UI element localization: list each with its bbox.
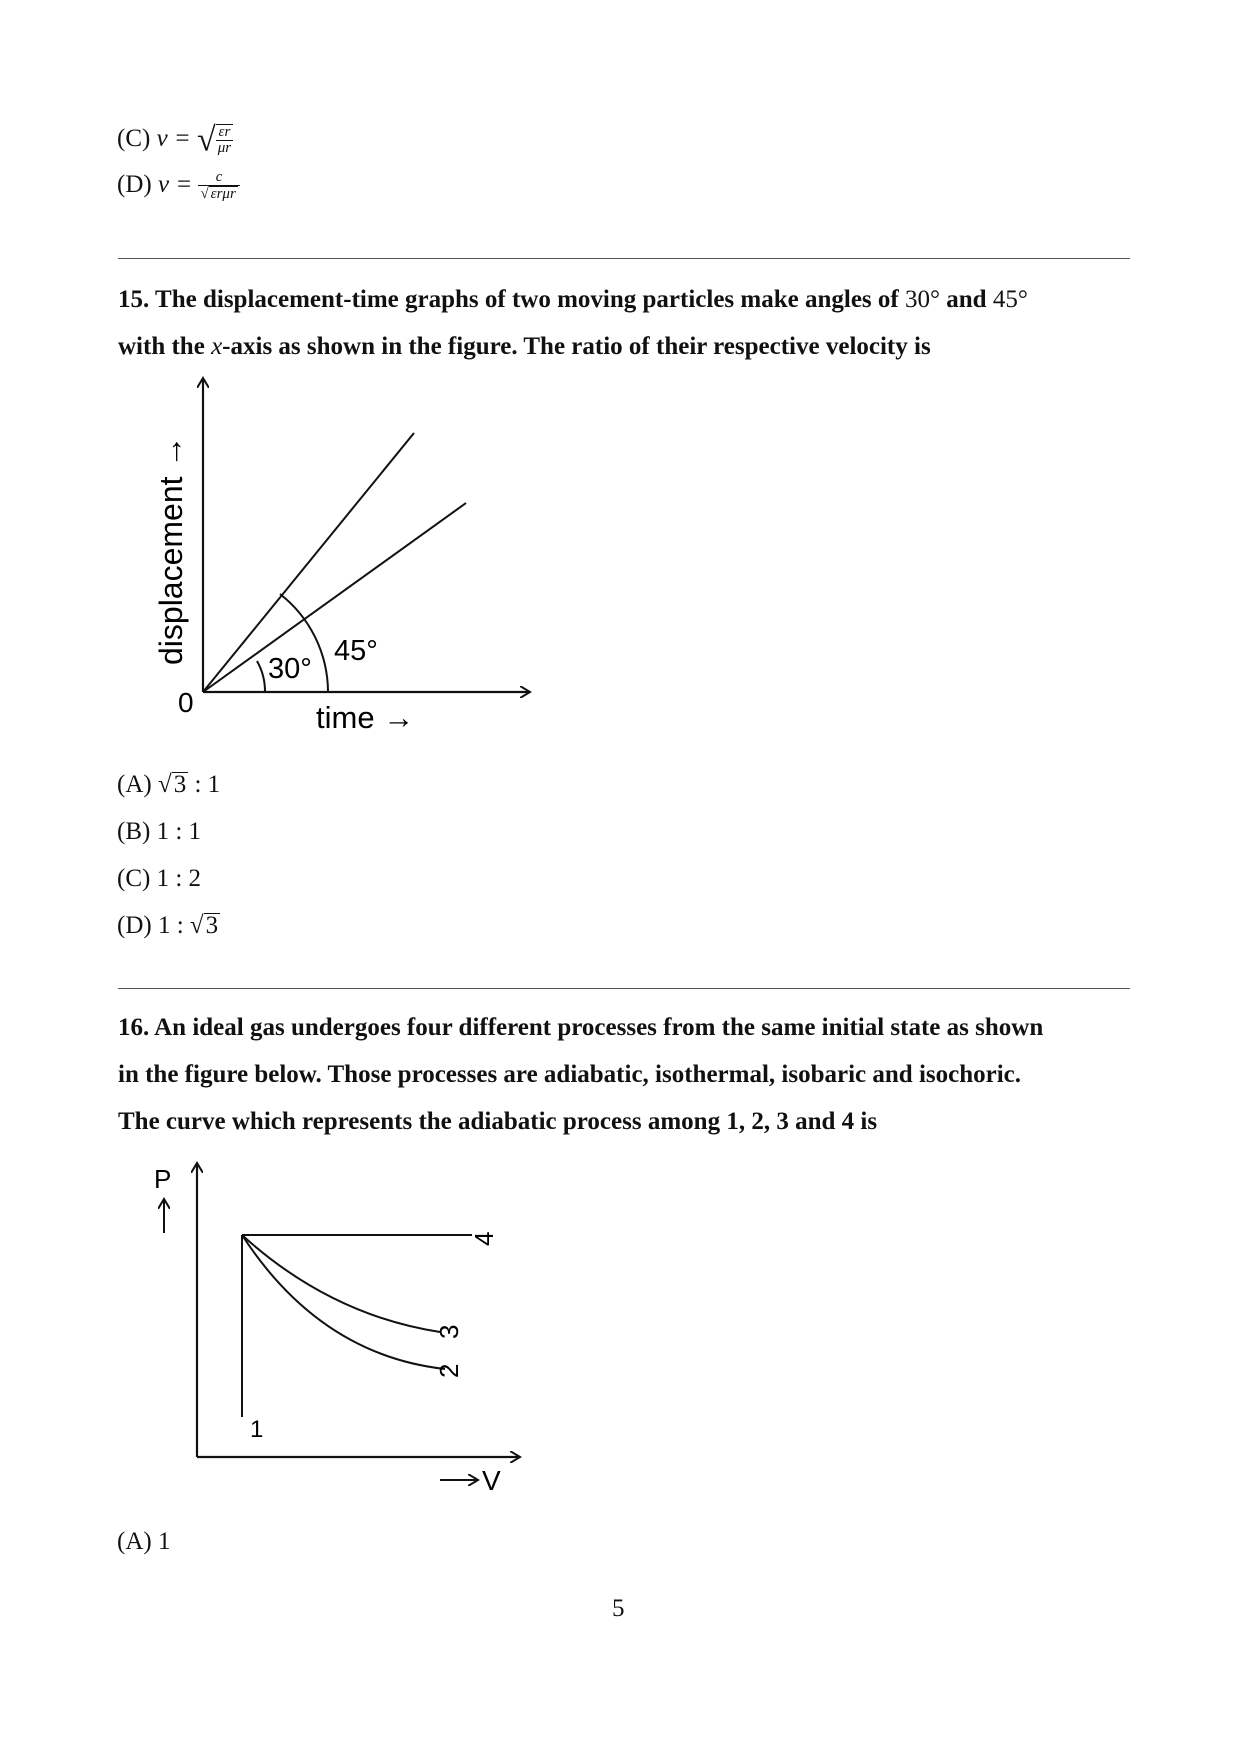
angle-45-label: 45° bbox=[334, 635, 378, 667]
question-16-line2: in the figure below. Those processes are adiabatic, isothermal, isobaric and isochoric. bbox=[118, 1061, 1022, 1088]
x-axis-label: time → bbox=[316, 700, 415, 735]
divider bbox=[118, 258, 1130, 259]
divider bbox=[118, 988, 1130, 989]
question-15-line1: 15. The displacement-time graphs of two moving particles make angles of 30° and 45° bbox=[118, 286, 1028, 313]
q16-option-a[interactable]: (A) 1 bbox=[117, 1528, 171, 1555]
angle-arc-30 bbox=[257, 661, 265, 692]
fraction: $\frac{c}{\text{√ εrμr}}$ bbox=[198, 170, 239, 202]
question-16 bbox=[118, 1004, 1133, 1145]
q15-option-a[interactable]: (A) √3 : 1 bbox=[117, 771, 221, 798]
pv-graph bbox=[140, 1155, 540, 1505]
question-16-line3: The curve which represents the adiabatic process among 1, 2, 3 and 4 is bbox=[118, 1108, 878, 1135]
q15-option-b[interactable]: (B) 1 : 1 bbox=[117, 818, 202, 845]
v-axis-label: V bbox=[482, 1465, 501, 1496]
q15-option-c[interactable]: (C) 1 : 2 bbox=[117, 865, 202, 892]
question-15-line2: with the x-axis as shown in the figure. The ratio of their respective velocity is bbox=[118, 333, 931, 360]
curve-label-3: 3 bbox=[434, 1324, 464, 1339]
y-axis-label: displacement → bbox=[153, 435, 189, 665]
option-c-prev: (C) ν = √ $\frac{\varepsilon r}{\mu r}$ bbox=[117, 121, 232, 159]
p-axis-label: P bbox=[154, 1164, 172, 1194]
question-15 bbox=[118, 276, 1133, 370]
question-16-line1: 16. An ideal gas undergoes four different processes from the same initial state as shown bbox=[118, 1014, 1044, 1041]
q15-option-d[interactable]: (D) 1 : √3 bbox=[117, 912, 219, 939]
fraction: $\frac{\varepsilon r}{\mu r}$ bbox=[217, 124, 232, 157]
sqrt-sign: √ bbox=[197, 121, 216, 159]
curve-label-4: 4 bbox=[469, 1231, 499, 1246]
option-d-prev: (D) ν = $\frac{c}{\text{√ εrμr}}$ bbox=[117, 170, 240, 202]
curve-3 bbox=[242, 1235, 440, 1332]
page-number: 5 bbox=[612, 1595, 625, 1622]
angle-30-label: 30° bbox=[268, 653, 312, 685]
displacement-time-graph bbox=[130, 370, 550, 750]
curve-label-1: 1 bbox=[250, 1416, 264, 1443]
curve-label-2: 2 bbox=[434, 1363, 464, 1378]
origin-label: 0 bbox=[178, 687, 194, 718]
